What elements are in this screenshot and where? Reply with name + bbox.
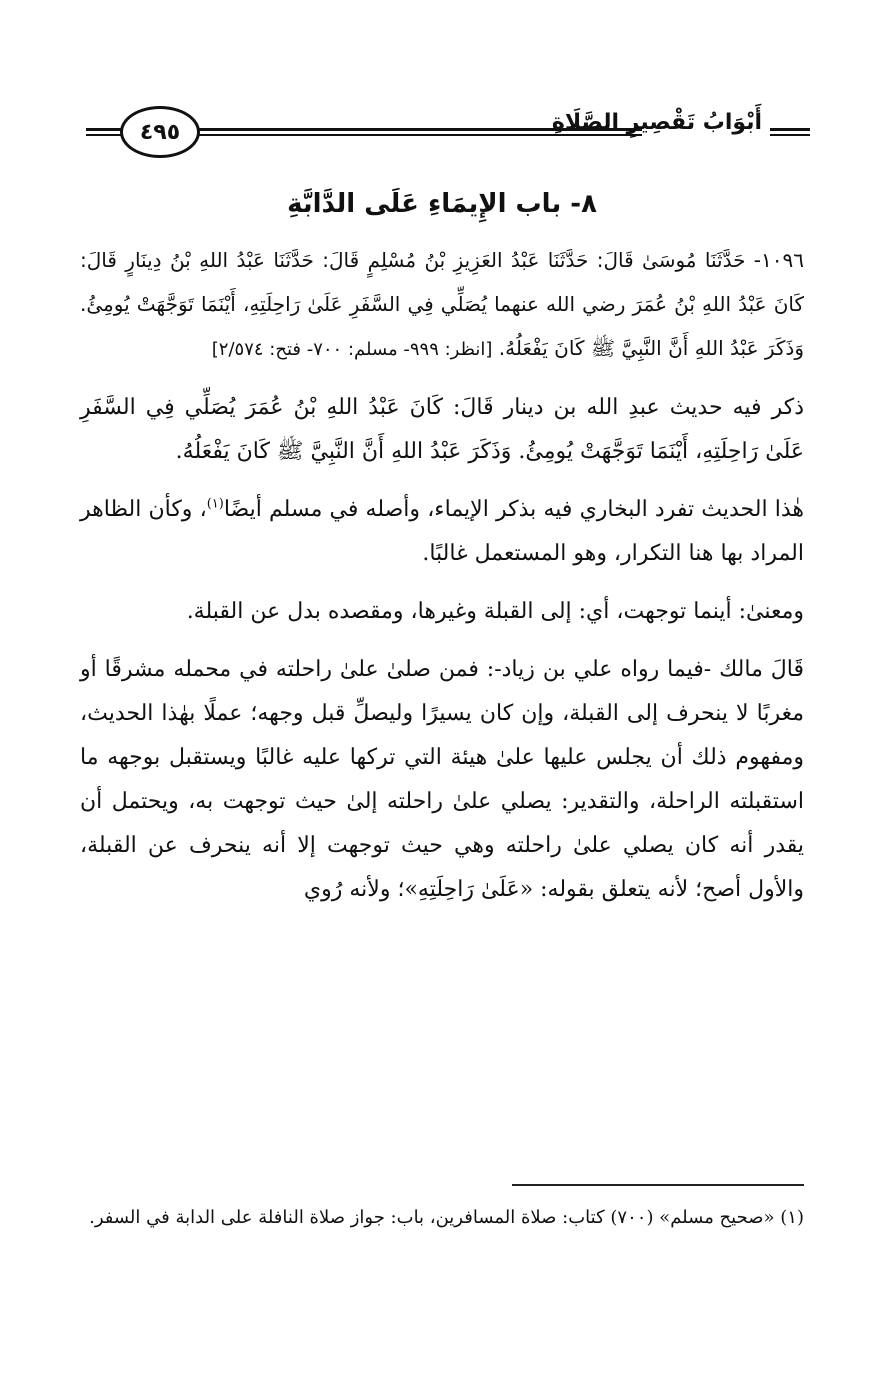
footnote-divider bbox=[512, 1184, 804, 1186]
footnote-number: (١) bbox=[780, 1207, 804, 1228]
page-body bbox=[80, 180, 804, 926]
commentary-text: هٰذا الحديث تفرد البخاري فيه بذكر الإيماء، وأصله في مسلم أيضًا bbox=[223, 497, 804, 522]
footnote-text: «صحيح مسلم» (٧٠٠) كتاب: صلاة المسافرين، باب: جواز صلاة النافلة على الدابة في السفر. bbox=[89, 1207, 775, 1228]
commentary-paragraph: ومعنىٰ: أينما توجهت، أي: إلى القبلة وغيرها، ومقصده بدل عن القبلة. bbox=[186, 599, 804, 624]
chapter-title: ٨- باب الإِيمَاءِ عَلَى الدَّابَّةِ bbox=[287, 189, 597, 219]
hadith-text bbox=[80, 238, 804, 372]
footnotes bbox=[80, 1198, 804, 1238]
commentary-paragraph bbox=[80, 488, 804, 576]
running-title: أَبْوَابُ تَقْصِيرِ الصَّلَاةِ bbox=[551, 110, 762, 135]
header-rule bbox=[770, 128, 810, 136]
hadith-body: ١٠٩٦- حَدَّثَنَا مُوسَىٰ قَالَ: حَدَّثَنَا عَبْدُ العَزِيزِ بْنُ مُسْلِمٍ قَالَ: حَدَّثَنَا عَبْدُ اللهِ بْنُ دِينَارٍ قَالَ: كَانَ عَبْدُ اللهِ بْنُ عُمَرَ رضي الله عنهما يُصَلِّي فِي السَّفَرِ عَلَىٰ رَاحِلَتِهِ، أَيْنَمَا تَوَجَّهَتْ يُومِئُ. وَذَكَرَ عَبْدُ اللهِ أَنَّ النَّبِيَّ ﷺ كَانَ يَفْعَلُهُ. bbox=[80, 248, 804, 360]
commentary-paragraph: قَالَ مالك -فيما رواه علي بن زياد-: فمن صلىٰ علىٰ راحلته في محمله مشرقًا أو مغربًا لا ينحرف إلى القبلة، وإن كان يسيرًا وليصلِّ قبل وجهه؛ عملًا بهٰذا الحديث، ومفهوم ذلك أن يجلس عليها علىٰ هيئة التي تركها عليه غالبًا ويستقبل بوجهه ما استقبلته الراحلة، والتقدير: يصلي علىٰ راحلته إلىٰ حيث توجهت به، ويحتمل أن يقدر أنه كان يصلي علىٰ راحلته وهي حيث توجهت إلا أنه ينحرف عن القبلة، والأول أصح؛ لأنه يتعلق بقوله: «عَلَىٰ رَاحِلَتِهِ»؛ ولأنه رُوي bbox=[80, 657, 804, 902]
hadith-reference: [انظر: ٩٩٩- مسلم: ٧٠٠- فتح: ٢/٥٧٤] bbox=[211, 339, 493, 360]
running-header bbox=[86, 104, 810, 158]
footnote-marker: (١) bbox=[206, 496, 224, 512]
page-number: ٤٩٥ bbox=[120, 106, 200, 158]
footnote-item bbox=[80, 1198, 804, 1238]
commentary-paragraph: ذكر فيه حديث عبدِ الله بن دينار قَالَ: كَانَ عَبْدُ اللهِ بْنُ عُمَرَ يُصَلِّي فِي السَّفَرِ عَلَىٰ رَاحِلَتِهِ، أَيْنَمَا تَوَجَّهَتْ يُومِئُ. وَذَكَرَ عَبْدُ اللهِ أَنَّ النَّبِيَّ ﷺ كَانَ يَفْعَلُهُ. bbox=[80, 395, 804, 464]
commentary-text: ، وكأن الظاهر المراد بها هنا التكرار، وهو المستعمل غالبًا. bbox=[80, 497, 804, 566]
